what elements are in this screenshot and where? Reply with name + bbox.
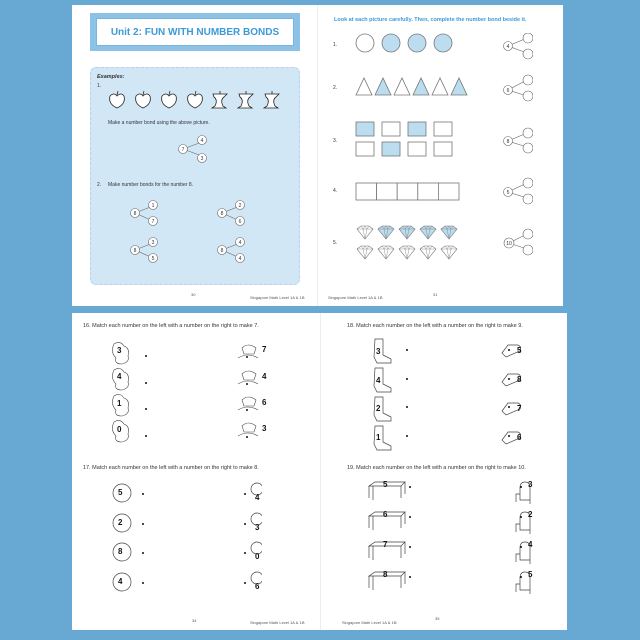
q16-right-1: 4 (262, 372, 267, 381)
q16-left-dot[interactable] (145, 355, 147, 357)
q17-title: 17. Match each number on the left with a number on the right to make 8. (83, 465, 259, 471)
bond-4-whole: 5 (506, 190, 510, 196)
q17-right-2: 0 (255, 552, 260, 561)
number-bond-example-1 (174, 133, 214, 165)
q17-right-dot[interactable] (244, 582, 246, 584)
diamonds-picture (355, 223, 465, 263)
q18-right-3: 6 (517, 433, 522, 442)
q18-socks-and-shoes (372, 337, 522, 452)
q16-title: 16. Match each number on the left with a number on the right to make 7. (83, 323, 259, 329)
item-3-number: 3. (333, 138, 338, 144)
q17-left-dot[interactable] (142, 552, 144, 554)
q18-left-dot[interactable] (406, 406, 408, 408)
q17-left-dot[interactable] (142, 493, 144, 495)
example-2-text: Make number bonds for the number 8. (108, 182, 194, 188)
page-30-footer: Singapore Math Level 1A & 1B (250, 295, 305, 300)
bond-1-whole: 4 (506, 44, 510, 50)
svg-text:2: 2 (238, 203, 242, 209)
svg-text:8: 8 (220, 248, 224, 254)
q16-butterflies-and-flowers (110, 340, 260, 450)
svg-text:4: 4 (200, 138, 204, 144)
spread-pages-34-35 (72, 313, 567, 630)
q16-right-3: 3 (262, 424, 267, 433)
q19-right-dot[interactable] (520, 546, 522, 548)
q18-right-dot[interactable] (508, 435, 510, 437)
q18-title: 18. Match each number on the left with a number on the right to make 9. (347, 323, 523, 329)
q18-left-dot[interactable] (406, 378, 408, 380)
item-5-number: 5. (333, 240, 338, 246)
item-1-number: 1. (333, 42, 338, 48)
q17-right-3: 6 (255, 582, 260, 591)
bar-picture (355, 182, 461, 202)
q19-right-dot[interactable] (520, 516, 522, 518)
page-fold (317, 5, 318, 306)
example-1-text: Make a number bond using the above picture. (108, 120, 210, 126)
q16-left-dot[interactable] (145, 408, 147, 410)
q16-left-dot[interactable] (145, 382, 147, 384)
example-1-number: 1. (97, 83, 102, 89)
svg-text:7: 7 (181, 147, 185, 153)
q19-right-0: 3 (528, 480, 533, 489)
circles-picture (355, 32, 455, 54)
apples-picture (106, 90, 286, 110)
q17-left-1: 2 (118, 518, 123, 527)
q17-balls-and-kids (112, 481, 262, 606)
q19-left-0: 5 (383, 480, 388, 489)
q18-right-dot[interactable] (508, 349, 510, 351)
q19-right-3: 5 (528, 570, 533, 579)
example-2-number: 2. (97, 182, 102, 188)
q19-left-dot[interactable] (409, 516, 411, 518)
bond-5-whole: 10 (506, 241, 512, 247)
unit-title-banner (90, 13, 300, 51)
examples-label: Examples: (97, 74, 125, 80)
q16-left-1: 4 (117, 372, 122, 381)
page-fold (320, 313, 321, 630)
q18-left-1: 4 (376, 376, 381, 385)
q16-right-dot[interactable] (246, 383, 248, 385)
q18-left-dot[interactable] (406, 435, 408, 437)
triangles-picture (355, 76, 470, 96)
q16-right-dot[interactable] (246, 436, 248, 438)
svg-text:4: 4 (238, 256, 242, 262)
item-4-number: 4. (333, 188, 338, 194)
bond-2-whole: 6 (506, 88, 510, 94)
q17-left-dot[interactable] (142, 523, 144, 525)
svg-text:7: 7 (151, 219, 155, 225)
q19-left-dot[interactable] (409, 576, 411, 578)
q17-left-0: 5 (118, 488, 123, 497)
q19-left-1: 6 (383, 510, 388, 519)
q18-right-2: 7 (517, 404, 522, 413)
q17-right-dot[interactable] (244, 523, 246, 525)
q16-right-2: 6 (262, 398, 267, 407)
q18-right-dot[interactable] (508, 406, 510, 408)
q18-right-0: 5 (517, 346, 522, 355)
page-number-30: 30 (191, 292, 196, 297)
svg-text:5: 5 (151, 256, 155, 262)
q18-right-dot[interactable] (508, 378, 510, 380)
svg-text:8: 8 (133, 211, 137, 217)
page-number-34: 34 (192, 618, 197, 623)
q19-left-3: 8 (383, 570, 388, 579)
q18-right-1: 8 (517, 375, 522, 384)
q19-tables-and-chairs (365, 480, 535, 600)
bond-3-whole: 8 (506, 139, 510, 145)
q19-right-dot[interactable] (520, 486, 522, 488)
svg-text:6: 6 (238, 219, 242, 225)
q19-left-dot[interactable] (409, 546, 411, 548)
page-31-footer: Singapore Math Level 1A & 1B (328, 295, 383, 300)
svg-text:1: 1 (151, 203, 155, 209)
q16-right-dot[interactable] (246, 356, 248, 358)
q19-right-2: 4 (528, 540, 533, 549)
q19-left-2: 7 (383, 540, 388, 549)
q16-left-dot[interactable] (145, 435, 147, 437)
q19-title: 19. Match each number on the left with a number on the right to make 10. (347, 465, 526, 471)
q18-left-dot[interactable] (406, 349, 408, 351)
svg-text:8: 8 (133, 248, 137, 254)
page-35-footer: Singapore Math Level 1A & 1B (342, 620, 397, 625)
q16-right-dot[interactable] (246, 409, 248, 411)
q17-right-dot[interactable] (244, 552, 246, 554)
q18-left-0: 3 (376, 347, 381, 356)
squares-picture (355, 121, 460, 161)
q16-left-3: 0 (117, 425, 122, 434)
q19-right-1: 2 (528, 510, 533, 519)
q17-right-0: 4 (255, 493, 260, 502)
number-bonds-for-8 (129, 200, 289, 272)
page-31-instruction: Look at each picture carefully. Then, complete the number bond beside it. (334, 17, 527, 23)
empty-number-bonds (503, 33, 533, 273)
q16-left-2: 1 (117, 399, 122, 408)
page-number-31: 31 (433, 292, 438, 297)
svg-text:4: 4 (238, 240, 242, 246)
page-34-footer: Singapore Math Level 1A & 1B (250, 620, 305, 625)
q17-left-2: 8 (118, 547, 123, 556)
q17-left-dot[interactable] (142, 582, 144, 584)
examples-panel (90, 67, 300, 285)
q18-left-3: 1 (376, 433, 381, 442)
spread-pages-30-31 (72, 5, 563, 306)
svg-text:8: 8 (220, 211, 224, 217)
q19-left-dot[interactable] (409, 486, 411, 488)
unit-title: Unit 2: FUN WITH NUMBER BONDS (96, 18, 294, 46)
page-number-35: 35 (435, 616, 440, 621)
q17-right-dot[interactable] (244, 493, 246, 495)
q19-right-dot[interactable] (520, 576, 522, 578)
q16-right-0: 7 (262, 345, 267, 354)
q17-right-1: 3 (255, 523, 260, 532)
q16-left-0: 3 (117, 346, 122, 355)
q18-left-2: 2 (376, 404, 381, 413)
item-2-number: 2. (333, 85, 338, 91)
q17-left-3: 4 (118, 577, 123, 586)
svg-text:3: 3 (200, 156, 204, 162)
svg-text:3: 3 (151, 240, 155, 246)
